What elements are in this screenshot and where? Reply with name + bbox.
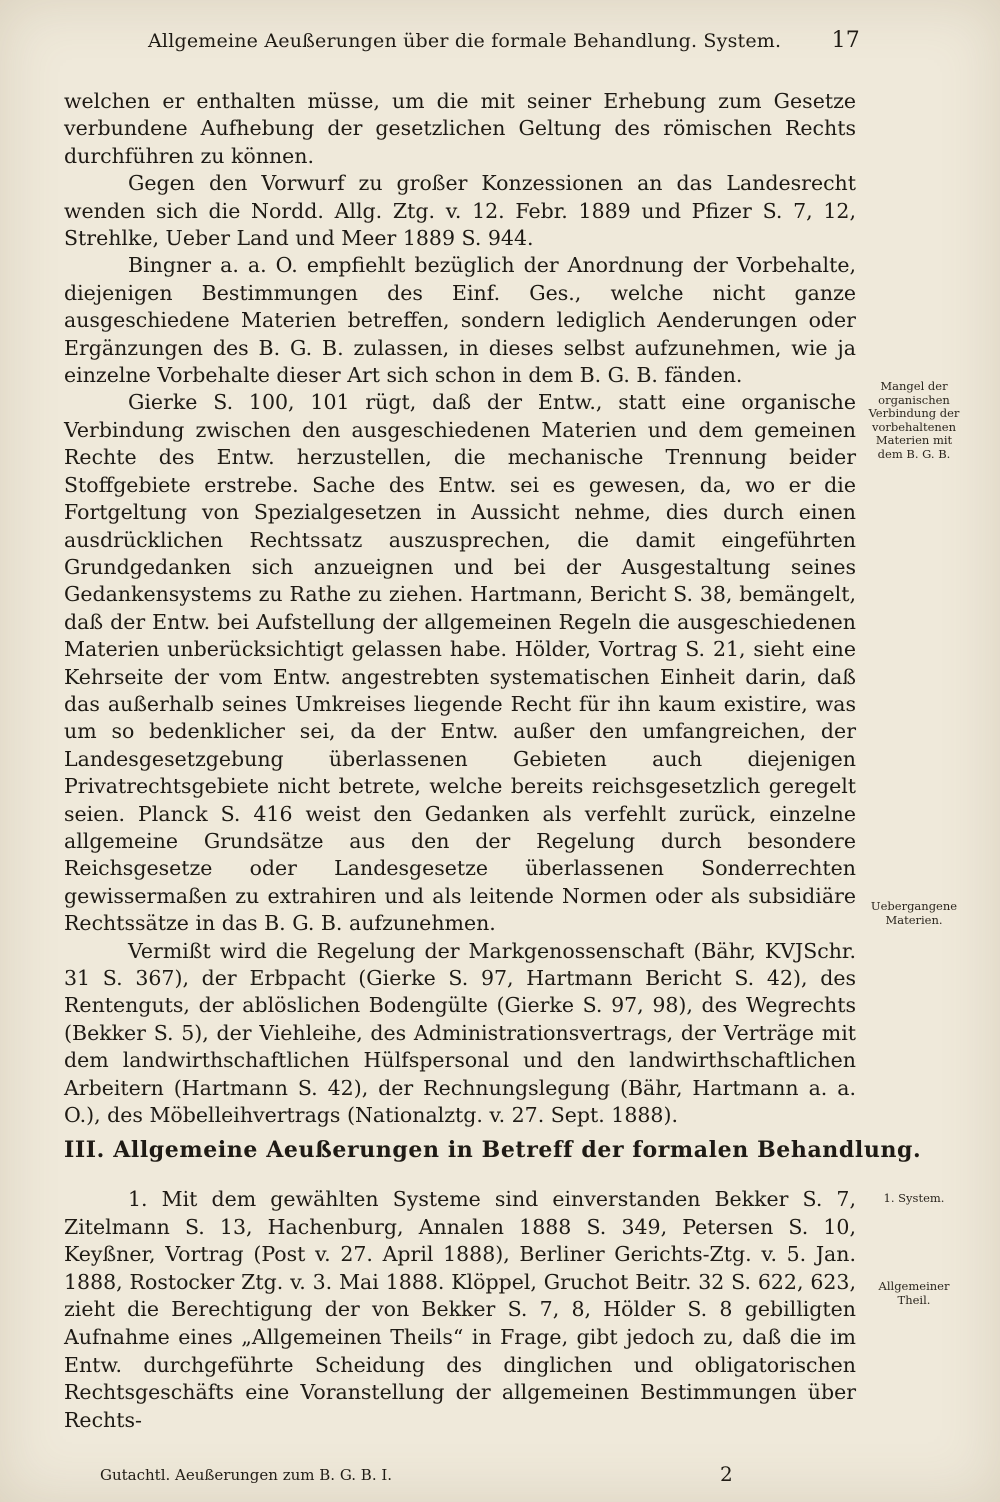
paragraph-6: 1. Mit dem gewählten Systeme sind einverstanden Bekker S. 7, Zitelmann S. 13, Hachenburg, Annalen 1888 S. 349, Petersen S. 10, Keyßner, Vortrag (Post v. 27. April 1888), Berliner Gerichts-Ztg. v. 5. Jan. 1888, Rostocker Ztg. v. 3. Mai 1888. Klöppel, Gruchot Beitr. 32 S. 622, 623, zieht die Berechtigung der von Bekker S. 7, 8, Hölder S. 8 gebilligten Aufnahme eines „Allgemeinen Theils“ in Frage, gibt jedoch zu, daß die im Entw. durchgeführte Scheidung des dinglichen und obligatorischen Rechtsgeschäfts eine Voranstellung der allgemeinen Bestimmungen über Rechts- <box>64 1187 856 1432</box>
margin-note-1: Mangel der organischen Verbindung der vorbehaltenen Materien mit dem B. G. B. <box>868 379 960 461</box>
sheet-number: 2 <box>720 1462 733 1486</box>
paragraph-2: Gegen den Vorwurf zu großer Konzessionen an das Landesrecht wenden sich die Nordd. Allg. Ztg. v. 12. Febr. 1889 und Pfizer S. 7, 12, Strehlke, Ueber Land und Meer 1889 S. 944. <box>64 171 856 251</box>
running-head <box>60 30 860 60</box>
section-heading: III. Allgemeine Aeußerungen in Betreff der formalen Behandlung. <box>64 1137 922 1163</box>
page-number: 17 <box>831 28 860 53</box>
footer <box>100 1462 760 1488</box>
margin-note-4: Allgemeiner Theil. <box>878 1279 950 1307</box>
margin-note-3: 1. System. <box>883 1191 945 1205</box>
main-text <box>64 88 856 1129</box>
margin-note-2: Uebergangene Materien. <box>870 899 958 927</box>
signature-line: Gutachtl. Aeußerungen zum B. G. B. I. <box>100 1466 393 1484</box>
section-text <box>64 1186 856 1434</box>
paragraph-3: Bingner a. a. O. empfiehlt bezüglich der Anordnung der Vorbehalte, diejenigen Bestimmungen des Einf. Ges., welche nicht ganze ausgeschiedene Materien betreffen, sondern lediglich Aenderungen oder Ergänzungen des B. G. B. zulassen, in dieses selbst aufzunehmen, wie ja einzelne Vorbehalte dieser Art sich schon in dem B. G. B. fänden. <box>64 253 856 388</box>
paragraph-1: welchen er enthalten müsse, um die mit seiner Erhebung zum Gesetze verbundene Aufhebung der gesetzlichen Geltung des römischen Rechts durchführen zu können. <box>64 89 856 168</box>
paragraph-5: Vermißt wird die Regelung der Markgenossenschaft (Bähr, KVJSchr. 31 S. 367), der Erbpacht (Gierke S. 97, Hartmann Bericht S. 42), des Rentenguts, der ablöslichen Bodengülte (Gierke S. 97, 98), des Wegrechts (Bekker S. 5), der Viehleihe, des Administrationsvertrags, der Verträge mit dem landwirthschaftlichen Hülfspersonal und den landwirthschaftlichen Arbeitern (Hartmann S. 42), der Rechnungslegung (Bähr, Hartmann a. a. O.), des Möbelleihvertrags (Nationalztg. v. 27. Sept. 1888). <box>64 938 856 1128</box>
running-title: Allgemeine Aeußerungen über die formale Behandlung. System. <box>148 30 782 52</box>
paragraph-4: Gierke S. 100, 101 rügt, daß der Entw., statt eine organische Verbindung zwischen den ausgeschiedenen Materien und dem gemeinen Rechte des Entw. herzustellen, die mechanische Trennung beider Stoffgebiete erstrebe. Sache des Entw. sei es gewesen, da, wo er die Fortgeltung von Spezialgesetzen in Aussicht nehme, dies durch einen ausdrücklichen Rechtssatz auszusprechen, die damit eingeführten Grundgedanken sich anzueignen und bei der Ausgestaltung seines Gedankensystems zu Rathe zu ziehen. Hartmann, Bericht S. 38, bemängelt, daß der Entw. bei Aufstellung der allgemeinen Regeln die ausgeschiedenen Materien unberücksichtigt gelassen habe. Hölder, Vortrag S. 21, sieht eine Kehrseite der vom Entw. angestrebten systematischen Einheit darin, daß das außerhalb seines Umkreises liegende Recht für ihn kaum existire, was um so bedenklicher sei, da der Entw. außer den umfangreichen, der Landesgesetzgebung überlassenen Gebieten auch diejenigen Privatrechtsgebiete nicht betrete, welche bereits reichsgesetzlich geregelt seien. Planck S. 416 weist den Gedanken als verfehlt zurück, einzelne allgemeine Grundsätze aus den der Regelung durch besondere Reichsgesetze oder Landesgesetze überlassenen Sonderrechten gewissermaßen zu extrahiren und als leitende Normen oder als subsidiäre Rechtssätze in das B. G. B. aufzunehmen. <box>64 390 856 936</box>
